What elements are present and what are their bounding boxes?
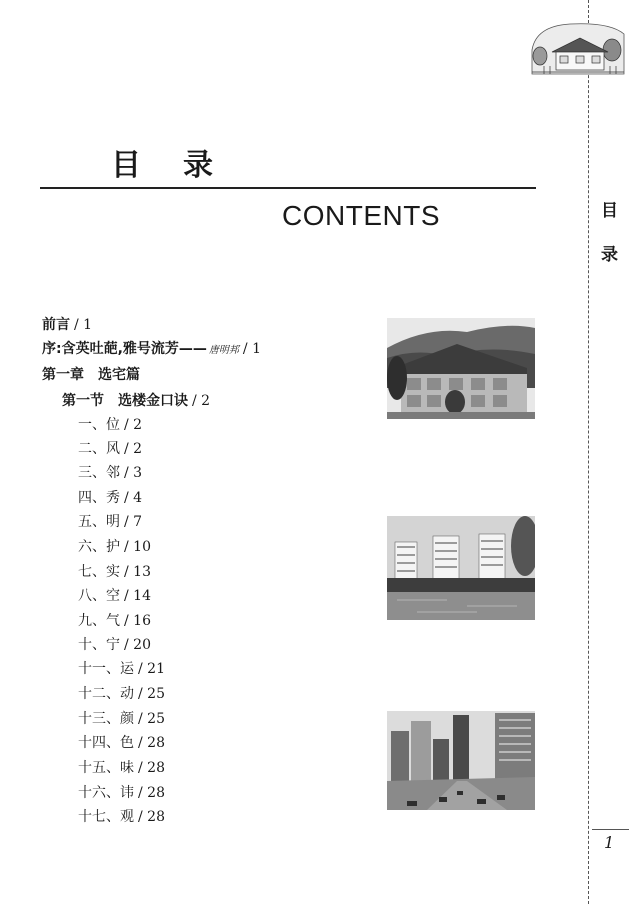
toc-entry[interactable] [78, 561, 151, 581]
toc-entry-label: 八、空 [78, 588, 120, 604]
toc-entry[interactable] [78, 708, 165, 728]
toc-entry-author: 唐明邦 [208, 345, 239, 356]
margin-dashed-rule [588, 0, 589, 904]
toc-entry-page: / 21 [138, 661, 165, 677]
toc-entry-page: / 16 [124, 613, 151, 629]
toc-entry-label: 九、气 [78, 613, 120, 629]
toc-entry-label: 十、宁 [78, 637, 120, 653]
toc-entry-page: / 25 [138, 686, 165, 702]
toc-chapter-heading[interactable] [42, 364, 140, 384]
toc-entry-page: / 28 [138, 735, 165, 751]
city-street-photo [387, 711, 535, 810]
toc-entry-page: / 13 [124, 564, 151, 580]
toc-entry-page: / 2 [124, 417, 143, 433]
toc-entry-label: 十二、动 [78, 686, 134, 702]
toc-entry-label: 十七、观 [78, 809, 134, 825]
toc-entry-page: / 7 [124, 514, 143, 530]
toc-entry[interactable] [78, 511, 142, 531]
toc-entry-label: 十四、色 [78, 735, 134, 751]
toc-entry-label: 二、风 [78, 441, 120, 457]
toc-entry-label: 十三、颜 [78, 711, 134, 727]
toc-entry[interactable] [78, 658, 165, 678]
toc-entry[interactable] [42, 338, 261, 358]
side-label-char: 目 [601, 201, 618, 221]
page-number-rule [592, 829, 629, 830]
page-title: 目录 [111, 148, 255, 183]
toc-entry-label: 第一章 选宅篇 [42, 367, 140, 383]
toc-entry-label: 五、明 [78, 514, 120, 530]
toc-section-heading[interactable] [62, 390, 210, 410]
page-number: 1 [604, 833, 615, 852]
toc-entry[interactable] [78, 610, 151, 630]
toc-entry[interactable] [78, 414, 142, 434]
toc-entry-page: / 20 [124, 637, 151, 653]
toc-entry-label: 十六、讳 [78, 785, 134, 801]
toc-entry-page: / 28 [138, 809, 165, 825]
toc-entry[interactable] [78, 438, 142, 458]
toc-entry-label: 三、邻 [78, 465, 120, 481]
toc-entry-page: / 4 [124, 490, 143, 506]
toc-entry[interactable] [42, 314, 92, 334]
toc-entry-page: / 28 [138, 760, 165, 776]
toc-entry-label: 第一节 选楼金口诀 [62, 393, 188, 409]
building-photo [387, 318, 535, 419]
toc-entry-page: / 2 [124, 441, 143, 457]
toc-entry-page: / 1 [242, 341, 261, 357]
side-label-char: 录 [601, 245, 618, 265]
toc-entry-label: 一、位 [78, 417, 120, 433]
toc-entry-label: 前言 [42, 317, 70, 333]
waterfront-towers-photo [387, 516, 535, 620]
toc-entry[interactable] [78, 462, 142, 482]
toc-entry[interactable] [78, 732, 165, 752]
toc-entry[interactable] [78, 683, 165, 703]
toc-entry-page: / 28 [138, 785, 165, 801]
toc-entry[interactable] [78, 585, 151, 605]
page-subtitle: CONTENTS [282, 200, 440, 231]
toc-entry[interactable] [78, 757, 165, 777]
toc-entry-page: / 25 [138, 711, 165, 727]
toc-entry-page: / 10 [124, 539, 151, 555]
toc-entry-page: / 14 [124, 588, 151, 604]
toc-entry-label: 七、实 [78, 564, 120, 580]
title-rule [40, 187, 536, 189]
toc-entry[interactable] [78, 536, 151, 556]
toc-entry-label: 十五、味 [78, 760, 134, 776]
toc-entry-label: 序:含英吐葩,雅号流芳—— [42, 341, 207, 357]
toc-entry[interactable] [78, 634, 151, 654]
toc-entry[interactable] [78, 806, 165, 826]
toc-entry-label: 四、秀 [78, 490, 120, 506]
toc-entry-label: 十一、运 [78, 661, 134, 677]
toc-entry-page: / 2 [192, 393, 211, 409]
toc-entry[interactable] [78, 782, 165, 802]
toc-entry-label: 六、护 [78, 539, 120, 555]
toc-entry-page: / 1 [74, 317, 93, 333]
toc-entry-page: / 3 [124, 465, 143, 481]
toc-entry[interactable] [78, 487, 142, 507]
house-illustration [530, 20, 626, 76]
